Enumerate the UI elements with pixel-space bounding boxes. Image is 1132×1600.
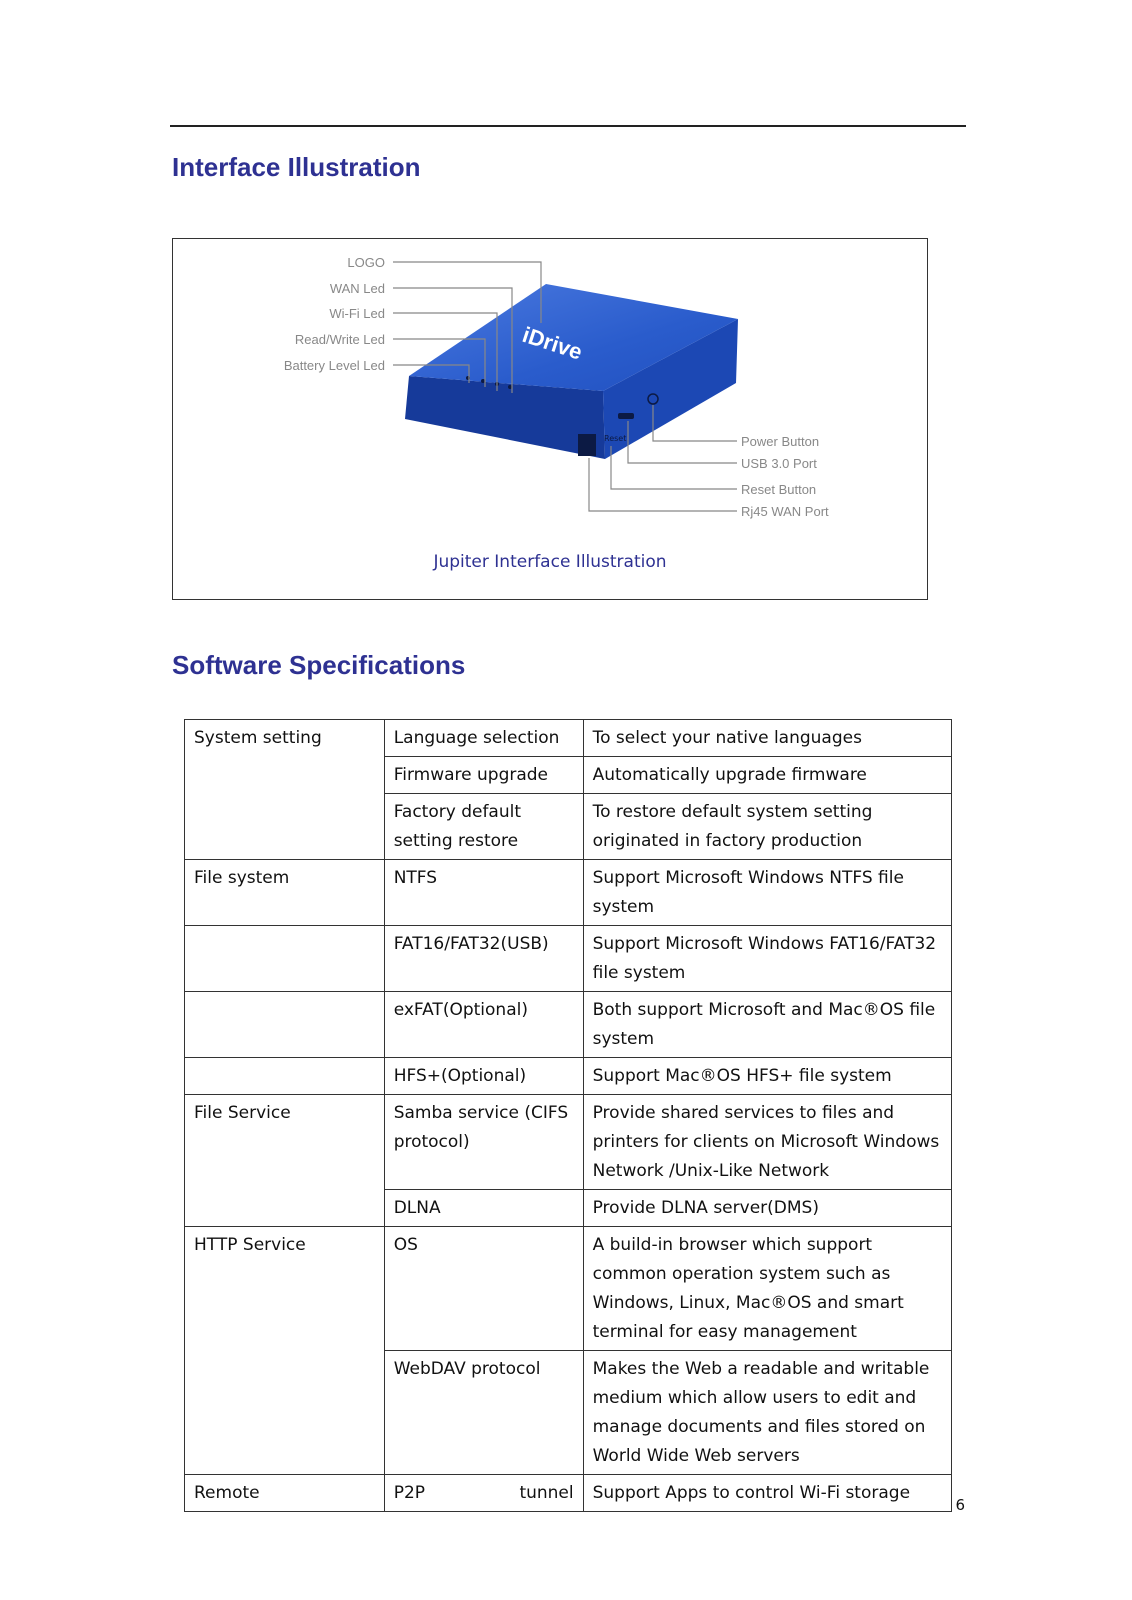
reset-label: Reset [604,434,627,443]
category-cell: File system [185,860,385,926]
category-cell [185,1058,385,1095]
interface-figure [172,238,928,600]
callout-power-button: Power Button [741,434,820,449]
feature-cell: NTFS [384,860,583,926]
description-cell: Provide DLNA server(DMS) [583,1190,951,1227]
description-cell: Both support Microsoft and Mac®OS file system [583,992,951,1058]
callout-wifi-led: Wi-Fi Led [329,306,385,321]
description-cell: Automatically upgrade firmware [583,757,951,794]
table-row [185,992,952,1058]
callout-logo: LOGO [347,255,385,270]
feature-cell: exFAT(Optional) [384,992,583,1058]
feature-cell: HFS+(Optional) [384,1058,583,1095]
feature-cell: Samba service (CIFS protocol) [384,1095,583,1190]
category-cell [185,926,385,992]
figure-caption: Jupiter Interface Illustration [433,552,667,572]
callout-battery-led: Battery Level Led [283,358,385,373]
description-cell: To select your native languages [583,720,951,757]
callout-wan-led: WAN Led [329,281,385,296]
callout-rj45-port: Rj45 WAN Port [741,504,829,519]
feature-cell: DLNA [384,1190,583,1227]
device-logo-text: iDrive [519,321,586,365]
feature-cell: Factory default setting restore [384,794,583,860]
category-cell: HTTP Service [185,1227,385,1475]
page-number: 6 [955,1496,965,1514]
description-cell: Support Microsoft Windows NTFS file system [583,860,951,926]
description-cell: Support Mac®OS HFS+ file system [583,1058,951,1095]
software-spec-table [184,719,952,1512]
callout-reset-button: Reset Button [741,482,817,497]
table-row [185,1475,952,1512]
description-cell: Makes the Web a readable and writable medium which allow users to edit and manage documents and files stored on World Wide Web servers [583,1351,951,1475]
table-row [185,926,952,992]
usb-port-icon [618,413,634,419]
category-cell: File Service [185,1095,385,1227]
feature-part: tunnel [519,1483,574,1503]
description-cell: Support Microsoft Windows FAT16/FAT32 file system [583,926,951,992]
table-row [185,860,952,926]
description-cell: Provide shared services to files and printers for clients on Microsoft Windows Network /Unix-Like Network [583,1095,951,1190]
table-row [185,1095,952,1190]
feature-cell [384,1475,583,1512]
description-cell: To restore default system setting originated in factory production [583,794,951,860]
category-cell: Remote [185,1475,385,1512]
table-row [185,1058,952,1095]
feature-cell: FAT16/FAT32(USB) [384,926,583,992]
rj45-port-icon [578,434,596,456]
section-heading-software: Software Specifications [172,650,466,680]
category-cell: System setting [185,720,385,860]
feature-cell: WebDAV protocol [384,1351,583,1475]
callout-usb-port: USB 3.0 Port [741,456,817,471]
category-cell [185,992,385,1058]
section-heading-interface: Interface Illustration [172,152,421,182]
table-row [185,1227,952,1351]
device-illustration [173,239,929,601]
top-rule [170,125,966,127]
callout-read-write-led: Read/Write Led [294,332,385,347]
feature-cell: OS [384,1227,583,1351]
feature-part: P2P [393,1483,426,1503]
description-cell: A build-in browser which support common operation system such as Windows, Linux, Mac®OS and smart terminal for easy management [583,1227,951,1351]
table-row [185,720,952,757]
feature-cell: Firmware upgrade [384,757,583,794]
description-cell: Support Apps to control Wi-Fi storage [583,1475,951,1512]
feature-cell: Language selection [384,720,583,757]
